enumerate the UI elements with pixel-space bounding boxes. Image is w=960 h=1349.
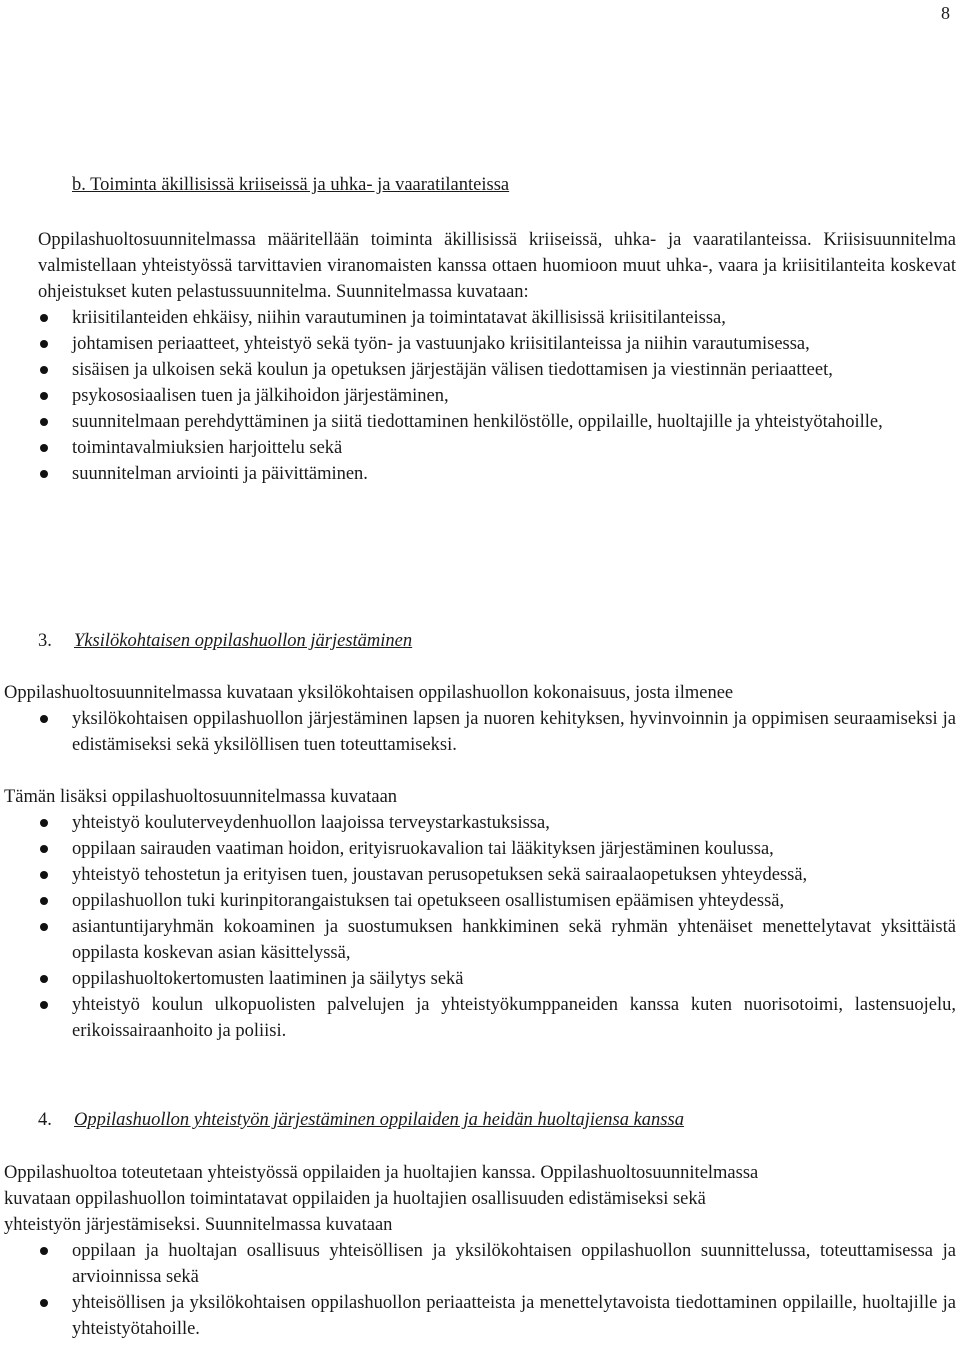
section-3-number: 3. (38, 631, 52, 651)
section-b-body (38, 227, 956, 487)
section-3-body (4, 680, 956, 1044)
list-item: psykososiaalisen tuen ja jälkihoidon järjestäminen, (38, 383, 956, 409)
list-item: yhteistyö koulun ulkopuolisten palvelujen ja yhteistyökumppaneiden kanssa kuten nuorisotoimi, lastensuojelu, erikoissairaanhoito ja poliisi. (38, 992, 956, 1044)
section-b-heading: b. Toiminta äkillisissä kriiseissä ja uhka- ja vaaratilanteissa (72, 175, 510, 195)
section-3-list2 (4, 810, 956, 1044)
section-4-list (4, 1238, 956, 1342)
section-3-intro: Oppilashuoltosuunnitelmassa kuvataan yksilökohtaisen oppilashuollon kokonaisuus, josta ilmenee (4, 683, 734, 703)
bullet-icon (40, 975, 48, 983)
bullet-icon (40, 470, 48, 478)
section-4-title: Oppilashuollon yhteistyön järjestäminen oppilaiden ja heidän huoltajiensa kanssa (74, 1110, 684, 1130)
page-number: 8 (941, 3, 950, 23)
section-4-line2: kuvataan oppilashuollon toimintatavat oppilaiden ja huoltajien osallisuuden edistämiseksi sekä (4, 1189, 706, 1209)
bullet-icon (40, 845, 48, 853)
list-item: oppilaan sairauden vaatiman hoidon, erityisruokavalion tai lääkityksen järjestäminen koulussa, (38, 836, 956, 862)
section-3-intro2: Tämän lisäksi oppilashuoltosuunnitelmassa kuvataan (4, 787, 398, 807)
list-item: yhteistyö kouluterveydenhuollon laajoissa terveystarkastuksissa, (38, 810, 956, 836)
bullet-icon (40, 871, 48, 879)
bullet-icon (40, 1247, 48, 1255)
list-item: asiantuntijaryhmän kokoaminen ja suostumuksen hankkiminen sekä ryhmän yhtenäiset menettelytavat yksittäistä oppilasta koskevan asian käsittelyssä, (38, 914, 956, 966)
list-item: suunnitelmaan perehdyttäminen ja siitä tiedottaminen henkilöstölle, oppilaille, huoltajille ja yhteistyötahoille, (38, 409, 956, 435)
section-b-heading-block (72, 172, 672, 198)
bullet-icon (40, 340, 48, 348)
bullet-icon (40, 366, 48, 374)
list-item: johtamisen periaatteet, yhteistyö sekä työn- ja vastuunjako kriisitilanteissa ja niihin varautumisessa, (38, 331, 956, 357)
section-3-title: Yksilökohtaisen oppilashuollon järjestäminen (74, 631, 413, 651)
section-3-list (4, 706, 956, 758)
list-item: kriisitilanteiden ehkäisy, niihin varautuminen ja toimintatavat äkillisissä kriisitilanteissa, (38, 305, 956, 331)
list-item: oppilashuollon tuki kurinpitorangaistuksen tai opetukseen osallistumisen epäämisen yhteydessä, (38, 888, 956, 914)
section-4-line3: yhteistyön järjestämiseksi. Suunnitelmassa kuvataan (4, 1215, 393, 1235)
list-item: oppilashuoltokertomusten laatiminen ja säilytys sekä (38, 966, 956, 992)
section-4-line1: Oppilashuoltoa toteutetaan yhteistyössä oppilaiden ja huoltajien kanssa. Oppilashuoltosuunnitelmassa (4, 1163, 759, 1183)
bullet-icon (40, 1001, 48, 1009)
list-item: yhteistyö tehostetun ja erityisen tuen, joustavan perusopetuksen sekä sairaalaopetuksen yhteydessä, (38, 862, 956, 888)
bullet-icon (40, 1299, 48, 1307)
section-b-list (38, 305, 956, 487)
list-item: yksilökohtaisen oppilashuollon järjestäminen lapsen ja nuoren kehityksen, hyvinvoinnin ja oppimisen seuraamiseksi ja edistämiseksi sekä yksilöllisen tuen toteuttamiseksi. (38, 706, 956, 758)
bullet-icon (40, 314, 48, 322)
section-b-intro: Oppilashuoltosuunnitelmassa määritellään toiminta äkillisissä kriiseissä, uhka- ja vaaratilanteissa. Kriisisuunnitelma valmistellaan yhteistyössä tarvittavien viranomaisten kanssa ottaen huomioon muut uhka-, vaara ja kriisitilanteita koskevat ohjeistukset kuten pelastussuunnitelma. Suunnitelmassa kuvataan: (38, 230, 956, 302)
list-item: yhteisöllisen ja yksilökohtaisen oppilashuollon periaatteista ja menettelytavoista tiedottaminen oppilaille, huoltajille ja yhteistyötahoille. (38, 1290, 956, 1342)
section-4-number: 4. (38, 1110, 52, 1130)
bullet-icon (40, 897, 48, 905)
bullet-icon (40, 418, 48, 426)
list-item: suunnitelman arviointi ja päivittäminen. (38, 461, 956, 487)
section-3-heading (38, 628, 938, 654)
list-item: sisäisen ja ulkoisen sekä koulun ja opetuksen järjestäjän välisen tiedottamisen ja viestinnän periaatteet, (38, 357, 956, 383)
bullet-icon (40, 444, 48, 452)
bullet-icon (40, 715, 48, 723)
list-item: toimintavalmiuksien harjoittelu sekä (38, 435, 956, 461)
section-4-heading (38, 1107, 938, 1133)
bullet-icon (40, 819, 48, 827)
bullet-icon (40, 923, 48, 931)
bullet-icon (40, 392, 48, 400)
section-4-body (4, 1160, 956, 1342)
list-item: oppilaan ja huoltajan osallisuus yhteisöllisen ja yksilökohtaisen oppilashuollon suunnittelussa, toteuttamisessa ja arvioinnissa sekä (38, 1238, 956, 1290)
